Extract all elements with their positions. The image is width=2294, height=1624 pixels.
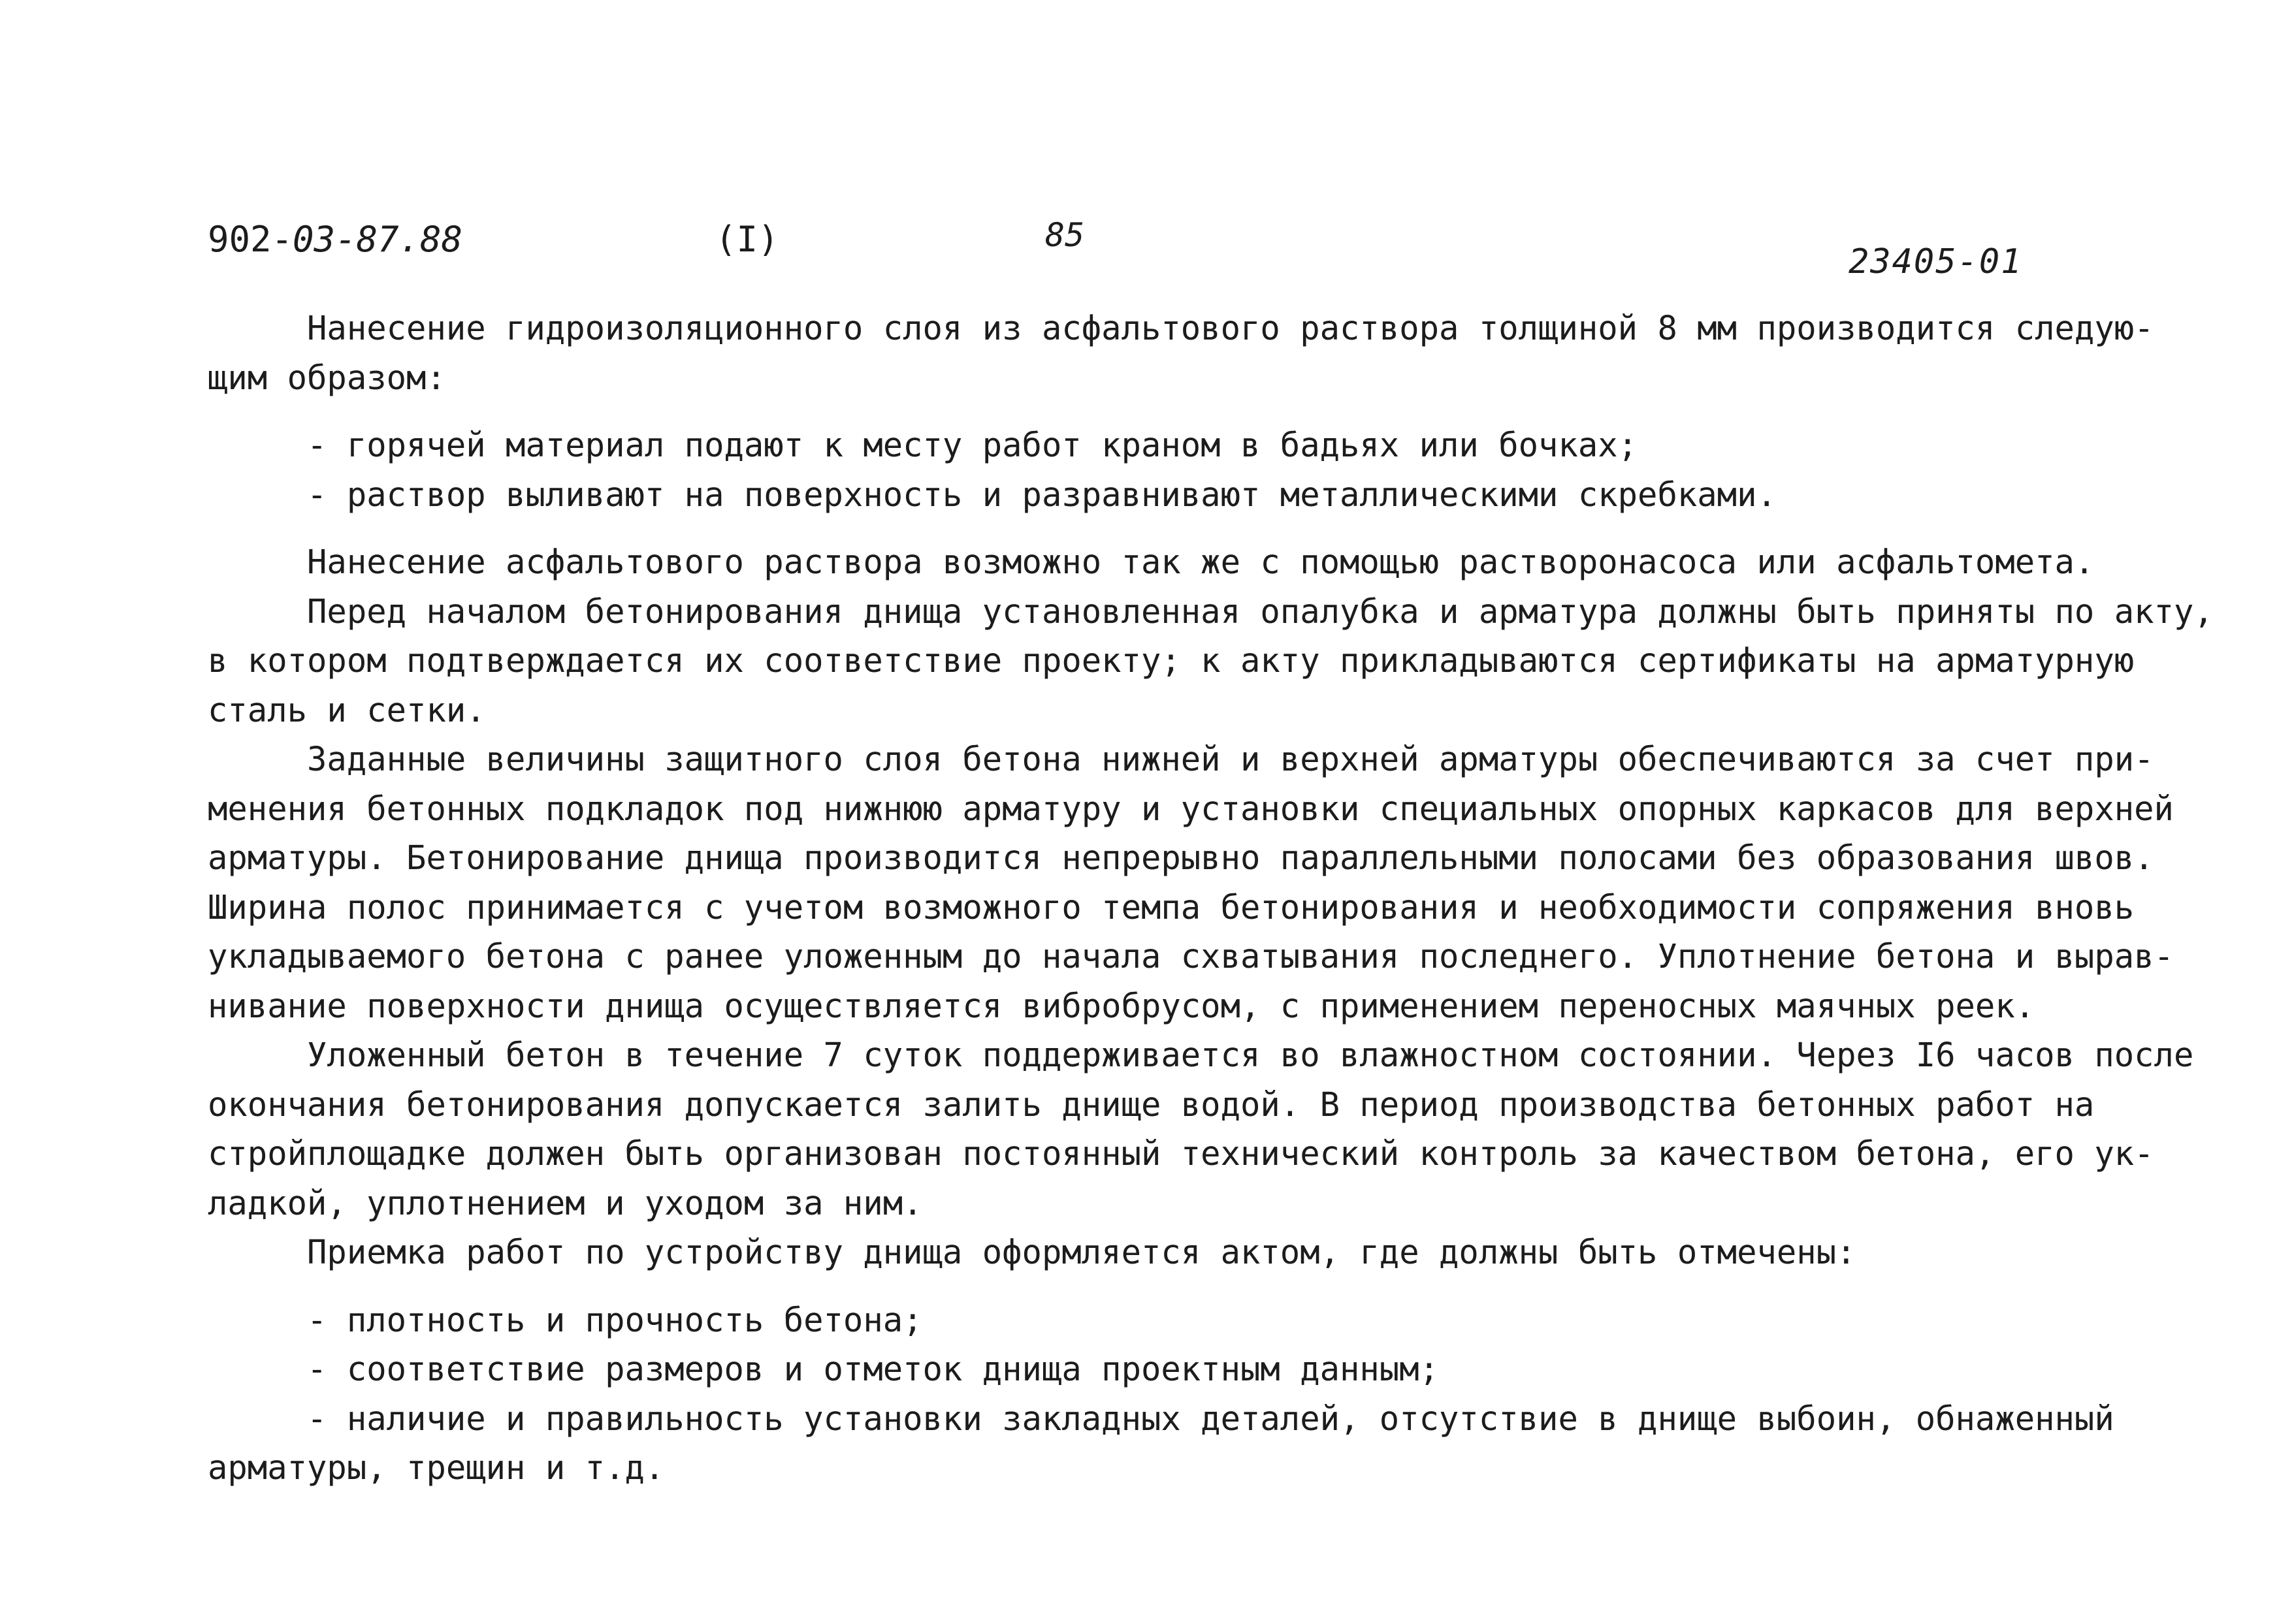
text-line: Ширина полос принимается с учетом возможного темпа бетонирования и необходимости сопряжения вновь: [208, 887, 2135, 927]
text-line: сталь и сетки.: [208, 690, 486, 729]
body-text: [208, 304, 2233, 1493]
text-line: - плотность и прочность бетона;: [208, 1300, 923, 1339]
text-line: менения бетонных подкладок под нижнюю арматуру и установки специальных опорных каркасов для верхней: [208, 789, 2174, 828]
text-line: стройплощадке должен быть организован постоянный технический контроль за качеством бетона, его ук-: [208, 1134, 2154, 1173]
text-line: арматуры. Бетонирование днища производится непрерывно параллельными полосами без образования швов.: [208, 838, 2154, 877]
page-number: 85: [1045, 216, 1085, 254]
text-line: - соответствие размеров и отметок днища проектным данным;: [208, 1350, 1440, 1388]
text-line: окончания бетонирования допускается залить днище водой. В период производства бетонных работ на: [208, 1085, 2095, 1124]
text-line: щим образом:: [208, 358, 446, 397]
volume-number: (I): [715, 219, 779, 260]
text-line: - горячей материал подают к месту работ краном в бадьях или бочках;: [208, 426, 1638, 464]
document-code: [208, 219, 463, 260]
text-line: Приемка работ по устройству днища оформляется актом, где должны быть отмечены:: [208, 1233, 1856, 1271]
text-line: Нанесение гидроизоляционного слоя из асфальтового раствора толщиной 8 мм производится следую-: [208, 309, 2154, 347]
text-line: Уложенный бетон в течение 7 суток поддерживается во влажностном состоянии. Через I6 часов после: [208, 1036, 2194, 1074]
text-line: Заданные величины защитного слоя бетона нижней и верхней арматуры обеспечиваются за счет при-: [208, 740, 2154, 778]
text-line: арматуры, трещин и т.д.: [208, 1448, 665, 1487]
reference-number: 23405-01: [1849, 242, 2023, 281]
text-line: в котором подтверждается их соответствие проекту; к акту прикладываются сертификаты на арматурную: [208, 641, 2135, 680]
text-line: - наличие и правильность установки закладных деталей, отсутствие в днище выбоин, обнаженный: [208, 1399, 2114, 1438]
text-line: ладкой, уплотнением и уходом за ним.: [208, 1183, 923, 1222]
text-line: нивание поверхности днища осуществляется вибробрусом, с применением переносных маячных реек.: [208, 986, 2035, 1025]
text-line: - раствор выливают на поверхность и разравнивают металлическими скребками.: [208, 475, 1777, 514]
document-code-handwritten: 03-87.88: [293, 219, 463, 260]
text-line: Нанесение асфальтового раствора возможно так же с помощью растворонасоса или асфальтомета.: [208, 543, 2095, 581]
text-line: укладываемого бетона с ранее уложенным до начала схватывания последнего. Уплотнение бетона и вырав-: [208, 937, 2174, 976]
document-code-prefix: 902-: [208, 219, 293, 260]
text-line: Перед началом бетонирования днища установленная опалубка и арматура должны быть приняты по акту,: [208, 592, 2214, 631]
